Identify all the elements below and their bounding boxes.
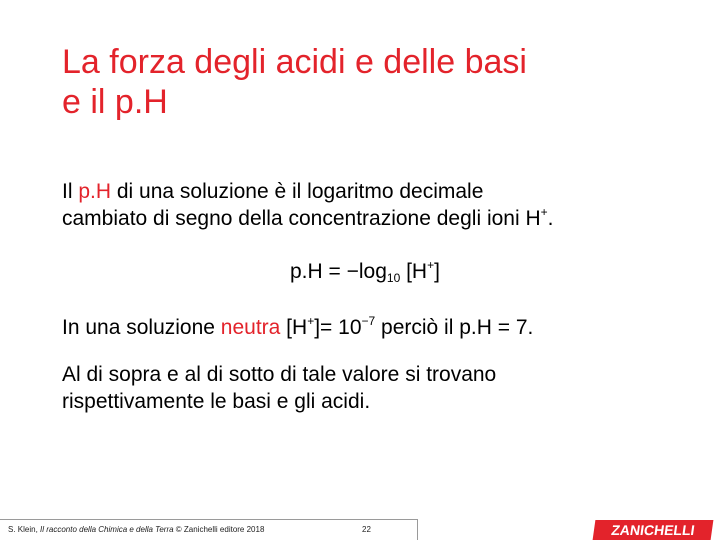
neutral-paragraph bbox=[62, 314, 682, 341]
footer-book-title: Il racconto della Chimica e della Terra bbox=[40, 525, 174, 534]
neutra-term: neutra bbox=[220, 316, 281, 339]
definition-end: . bbox=[547, 207, 554, 230]
ph-equation bbox=[290, 258, 440, 285]
title-line-1: La forza degli acidi e delle basi bbox=[62, 43, 527, 81]
equation-superscript: + bbox=[427, 258, 435, 272]
neutral-exponent: −7 bbox=[361, 314, 376, 328]
neutral-mid-2: ]= 10 bbox=[314, 316, 362, 339]
neutral-pre: In una soluzione bbox=[62, 316, 221, 339]
log-base-subscript: 10 bbox=[386, 271, 401, 285]
range-line-1: Al di sopra e al di sotto di tale valore si trovano bbox=[62, 363, 497, 386]
range-line-2: rispettivamente le basi e gli acidi. bbox=[62, 390, 371, 413]
equation-rhs: ] bbox=[434, 260, 440, 283]
footer-credit bbox=[8, 525, 264, 535]
footer-author: S. Klein, bbox=[8, 525, 41, 534]
equation-lhs: p.H = −log bbox=[290, 260, 387, 283]
definition-text-1: di una soluzione è il logaritmo decimale bbox=[111, 180, 484, 203]
page-number: 22 bbox=[362, 525, 371, 534]
title-line-2: e il p.H bbox=[62, 83, 168, 121]
neutral-mid-1: [H bbox=[280, 316, 308, 339]
ph-term: p.H bbox=[78, 180, 112, 203]
definition-text-2: cambiato di segno della concentrazione degli ioni H bbox=[62, 207, 541, 230]
definition-paragraph bbox=[62, 178, 682, 232]
h-plus-superscript: + bbox=[540, 205, 548, 219]
zanichelli-logo: ZANICHELLI bbox=[593, 520, 714, 540]
neutral-post: perciò il p.H = 7. bbox=[375, 316, 534, 339]
footer-publisher: © Zanichelli editore 2018 bbox=[173, 525, 265, 534]
definition-pre: Il bbox=[62, 180, 79, 203]
neutral-superscript-1: + bbox=[307, 314, 315, 328]
equation-mid: [H bbox=[400, 260, 428, 283]
range-paragraph bbox=[62, 361, 682, 415]
slide-title bbox=[62, 42, 682, 122]
